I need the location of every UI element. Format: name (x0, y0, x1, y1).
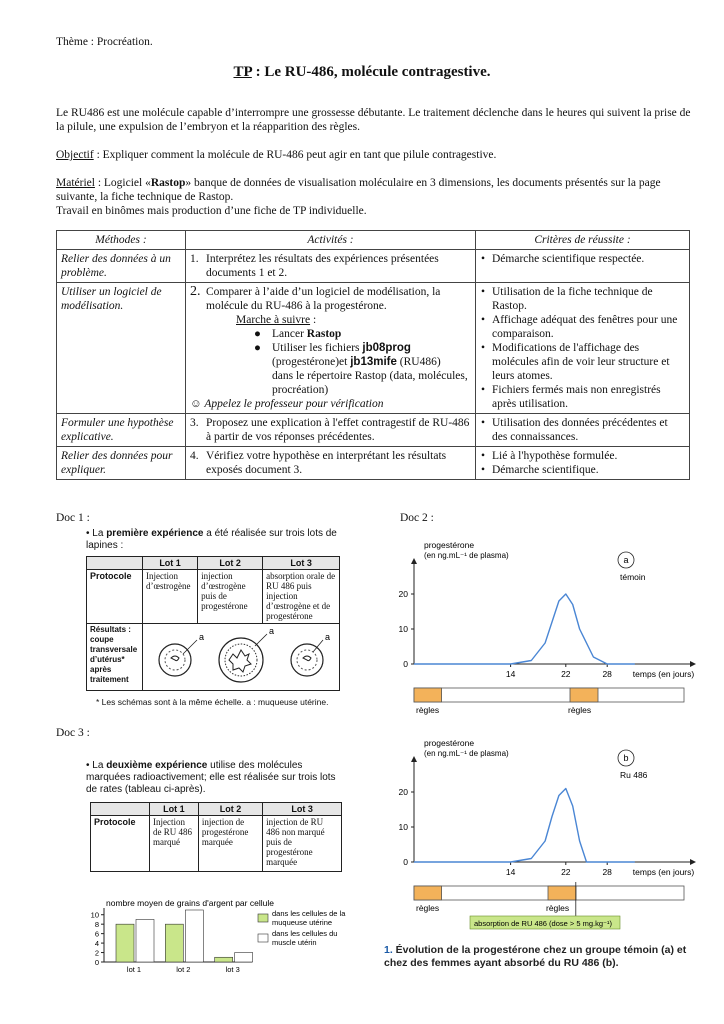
legend-muscle: dans les cellules du muscle utérin (272, 929, 338, 947)
y-tick-label: 20 (398, 589, 408, 599)
header-methodes: Méthodes : (57, 231, 186, 250)
doc3-col: Lot 3 (263, 803, 342, 816)
y-axis-title: progestérone (424, 540, 475, 550)
doc3-protocole-cell: injection de progestérone marquée (198, 816, 262, 872)
materiel-paragraph (56, 176, 696, 218)
doc1-col: Lot 2 (198, 557, 263, 570)
regles-block (414, 688, 442, 702)
bullet-dot: ● (254, 328, 261, 340)
x-axis-arrow (690, 859, 696, 865)
caption-text: Évolution de la progestérone chez un groupe témoin (a) et chez des femmes ayant absorbé du RU 486 (b). (384, 944, 687, 969)
uterus-lot2 (219, 626, 274, 682)
method-cell: Utiliser un logiciel de modélisation. (57, 283, 186, 414)
doc3-protocole-cell: Injection de RU 486 marqué (150, 816, 199, 872)
x-axis-title: temps (en jours) (632, 867, 695, 877)
method-cell: Formuler une hypothèse explicative. (57, 414, 186, 447)
doc1-resultats-label: Résultats : coupe transversale d’utérus* après traitement (87, 624, 143, 691)
y-tick-label: 20 (398, 787, 408, 797)
caption-number: 1. (384, 944, 393, 956)
progesterone-chart-a (399, 540, 696, 715)
doc1-footnote: * Les schémas sont à la même échelle. a : muqueuse utérine. (96, 697, 329, 707)
activity-number: 3. (190, 417, 199, 429)
method-cell: Relier des données à un problème. (57, 250, 186, 283)
uterus-lot1 (159, 632, 204, 676)
title-tp: TP (233, 64, 252, 80)
criteria-item: • Utilisation de la fiche technique de Rastop. (490, 285, 685, 313)
regles-label: règles (416, 903, 440, 913)
file-jb13mife: jb13mife (350, 356, 397, 368)
x-tick-label: 22 (561, 867, 571, 877)
activity-text: Vérifiez votre hypothèse en interprétant les résultats exposés document 3. (206, 450, 447, 476)
y-tick-label: 0 (403, 659, 408, 669)
chart-letter: a (623, 555, 629, 565)
theme-line: Thème : Procréation. (56, 36, 153, 48)
bar-muscle (136, 919, 154, 962)
doc1-intro (86, 528, 346, 552)
doc1-intro-bold: première expérience (106, 528, 204, 539)
activity-text: Proposez une explication à l'effet contragestif de RU-486 à partir de vos réponses précédentes. (206, 417, 470, 443)
activity-cell (186, 447, 476, 480)
uterus-lot3 (291, 632, 330, 676)
muqueuse-marker: a (325, 632, 331, 642)
regles-label: règles (416, 705, 440, 715)
doc3-bars (116, 910, 253, 974)
x-tick-label: 22 (561, 669, 571, 679)
activity-text: Interprétez les résultats des expériences présentées documents 1 et 2. (206, 253, 439, 279)
regles-block (570, 688, 598, 702)
criteria-cell (476, 250, 690, 283)
progesterone-curve (414, 789, 635, 863)
progesterone-curve (414, 594, 635, 664)
x-axis-arrow (690, 661, 696, 667)
criteria-item: • Lié à l'hypothèse formulée. (490, 449, 685, 463)
table-row (57, 283, 690, 414)
doc1-intro-a: • La (86, 528, 107, 539)
materiel-rastop: Rastop (150, 177, 186, 189)
chart-group-name: témoin (620, 572, 646, 582)
doc1-protocole-cell: Injection d’œstrogène (143, 570, 198, 624)
chart-group-name: Ru 486 (620, 770, 648, 780)
step1-text: Lancer (272, 328, 307, 340)
materiel-line2: Travail en binômes mais production d’une fiche de TP individuelle. (56, 205, 367, 217)
header-activites: Activités : (186, 231, 476, 250)
marche-line (190, 313, 471, 327)
bar-muqueuse (116, 924, 134, 962)
step-1 (190, 327, 471, 341)
title-text: : Le RU-486, molécule contragestive. (251, 64, 491, 80)
step-2 (190, 341, 471, 397)
cycle-bar (414, 688, 684, 702)
activity-number: 2. (190, 284, 201, 299)
materiel-label: Matériel (56, 177, 95, 189)
activity-number: 1. (190, 253, 199, 265)
x-tick-label: lot 1 (126, 965, 142, 974)
bar-muscle (235, 953, 253, 962)
x-axis-title: temps (en jours) (632, 669, 695, 679)
doc1-table (86, 556, 340, 691)
criteria-item: • Fichiers fermés mais non enregistrés après utilisation. (490, 383, 685, 411)
doc1-label: Doc 1 : (56, 512, 90, 524)
doc3-intro-bold: deuxième expérience (106, 760, 208, 771)
progesterone-chart-b (399, 738, 696, 929)
y-axis-title: progestérone (424, 738, 475, 748)
y-tick-label: 10 (398, 822, 408, 832)
doc1-col: Lot 1 (143, 557, 198, 570)
x-tick-label: lot 3 (225, 965, 240, 974)
step2-text-d: dans le répertoire Rastop (data, molécules, procréation) (272, 370, 468, 396)
activity-number: 4. (190, 450, 199, 462)
activity-cell (186, 283, 476, 414)
activity-cell (186, 414, 476, 447)
y-tick-label: 8 (94, 920, 99, 930)
marche-colon: : (310, 314, 317, 326)
materiel-text2: » banque de données de visualisation moléculaire en 3 dimensions, les documents présentés sur la page suivante, la fiche technique de Rastop. (56, 177, 661, 203)
method-cell: Relier des données pour expliquer. (57, 447, 186, 480)
bar-muscle (185, 910, 203, 962)
doc1-protocole-label: Protocole (87, 570, 143, 624)
doc3-col: Lot 2 (198, 803, 262, 816)
doc3-empty-head (91, 803, 150, 816)
criteria-item: • Démarche scientifique. (490, 463, 685, 477)
criteria-item: • Utilisation des données précédentes et des connaissances. (490, 416, 685, 444)
criteria-item: • Affichage adéquat des fenêtres pour une comparaison. (490, 313, 685, 341)
legend-muqueuse: dans les cellules de la muqueuse utérine (272, 909, 346, 927)
y-axis-arrow (411, 558, 417, 564)
y-tick-label: 0 (94, 958, 99, 967)
doc1-protocole-cell: injection d’œstrogène puis de progestérone (198, 570, 263, 624)
intro-paragraph: Le RU486 est une molécule capable d’interrompre une grossesse débutante. Le traitement déclenche dans le heures qui suivent la prise de la pilule, une expulsion de l’embryon et la réapparition des règles. (56, 107, 691, 133)
bar-muqueuse (215, 957, 233, 962)
page-title (0, 64, 724, 81)
y-axis-unit: (en ng.mL⁻¹ de plasma) (424, 551, 509, 560)
doc1-protocole-cell: absorption orale de RU 486 puis injection d’œstrogène et de progestérone (263, 570, 340, 624)
doc3-intro (86, 760, 346, 796)
doc3-table (90, 802, 342, 872)
y-axis-unit: (en ng.mL⁻¹ de plasma) (424, 749, 509, 758)
doc2-label: Doc 2 : (400, 512, 434, 524)
y-tick-label: 0 (403, 857, 408, 867)
doc3-intro-c: utilise des molécules marquées radioactivement; elle est réalisée sur trois lots de rates (tableau ci-après). (86, 760, 336, 795)
doc3-ylabel: nombre moyen de grains d'argent par cellule (106, 898, 274, 908)
x-tick-label: 14 (505, 867, 516, 877)
doc2-caption (384, 944, 694, 970)
call-teacher: ☺ Appelez le professeur pour vérification (190, 398, 384, 410)
doc3-legend (258, 909, 346, 947)
step2-text: Utiliser les fichiers (272, 342, 363, 354)
bullet-dot: ● (254, 342, 261, 354)
doc3-bar-chart (82, 896, 382, 974)
doc1-col: Lot 3 (263, 557, 340, 570)
regles-block (548, 886, 576, 900)
y-tick-label: 10 (398, 624, 408, 634)
activities-table (56, 230, 690, 480)
doc2-chart-b (370, 734, 700, 934)
y-tick-label: 10 (90, 910, 99, 920)
doc1-intro-c: a été réalisée sur trois lots de lapines : (86, 528, 337, 551)
regles-label: règles (568, 705, 592, 715)
muqueuse-marker: a (269, 626, 275, 636)
header-criteres: Critères de réussite : (476, 231, 690, 250)
chart-letter: b (623, 753, 629, 763)
table-header-row (57, 231, 690, 250)
table-row (57, 414, 690, 447)
doc3-protocole-label: Protocole (91, 816, 150, 872)
doc1-uterus-drawings (143, 624, 340, 691)
marche-label: Marche à suivre (236, 314, 311, 326)
x-tick-label: 28 (602, 669, 612, 679)
step2-text-c: (RU486) (396, 356, 441, 368)
x-tick-label: 14 (505, 669, 516, 679)
uterus-section-drawings (143, 624, 339, 688)
legend-swatch-muqueuse (258, 914, 268, 922)
doc3-protocole-cell: injection de RU 486 non marqué puis de progestérone marquée (263, 816, 342, 872)
x-tick-label: lot 2 (176, 965, 191, 974)
materiel-text1: : Logiciel « (94, 177, 151, 189)
criteria-cell (476, 414, 690, 447)
table-row (57, 447, 690, 480)
regles-label: règles (546, 903, 570, 913)
absorption-label: absorption de RU 486 (dose > 5 mg.kg⁻¹) (474, 919, 612, 928)
doc3-intro-a: • La (86, 760, 107, 771)
criteria-cell (476, 283, 690, 414)
objectif-line (56, 148, 696, 162)
step2-text-b: (progestérone)et (272, 356, 351, 368)
doc1-empty-head (87, 557, 143, 570)
y-tick-label: 2 (94, 948, 99, 958)
doc3-label: Doc 3 : (56, 727, 90, 739)
table-row (57, 250, 690, 283)
objectif-label: Objectif (56, 149, 94, 161)
doc2-chart-a (370, 536, 700, 732)
activity-cell (186, 250, 476, 283)
criteria-cell (476, 447, 690, 480)
doc3-col: Lot 1 (150, 803, 199, 816)
criteria-item: • Démarche scientifique respectée. (490, 252, 685, 266)
step1-rastop: Rastop (306, 328, 342, 340)
file-jb08prog: jb08prog (362, 342, 411, 354)
objectif-text: : Expliquer comment la molécule de RU-486 peut agir en tant que pilule contragestive. (93, 149, 497, 161)
y-tick-label: 6 (94, 929, 99, 939)
criteria-item: • Modifications de l'affichage des molécules afin de voir leur structure et leurs atomes. (490, 341, 685, 383)
muqueuse-marker: a (199, 632, 205, 642)
bar-muqueuse (165, 924, 183, 962)
regles-block (414, 886, 442, 900)
activity-text: Comparer à l’aide d’un logiciel de modélisation, la molécule du RU-486 à la progestérone. (206, 286, 441, 312)
legend-swatch-muscle (258, 934, 268, 942)
y-tick-label: 4 (94, 939, 99, 949)
x-tick-label: 28 (602, 867, 612, 877)
y-axis-arrow (411, 756, 417, 762)
